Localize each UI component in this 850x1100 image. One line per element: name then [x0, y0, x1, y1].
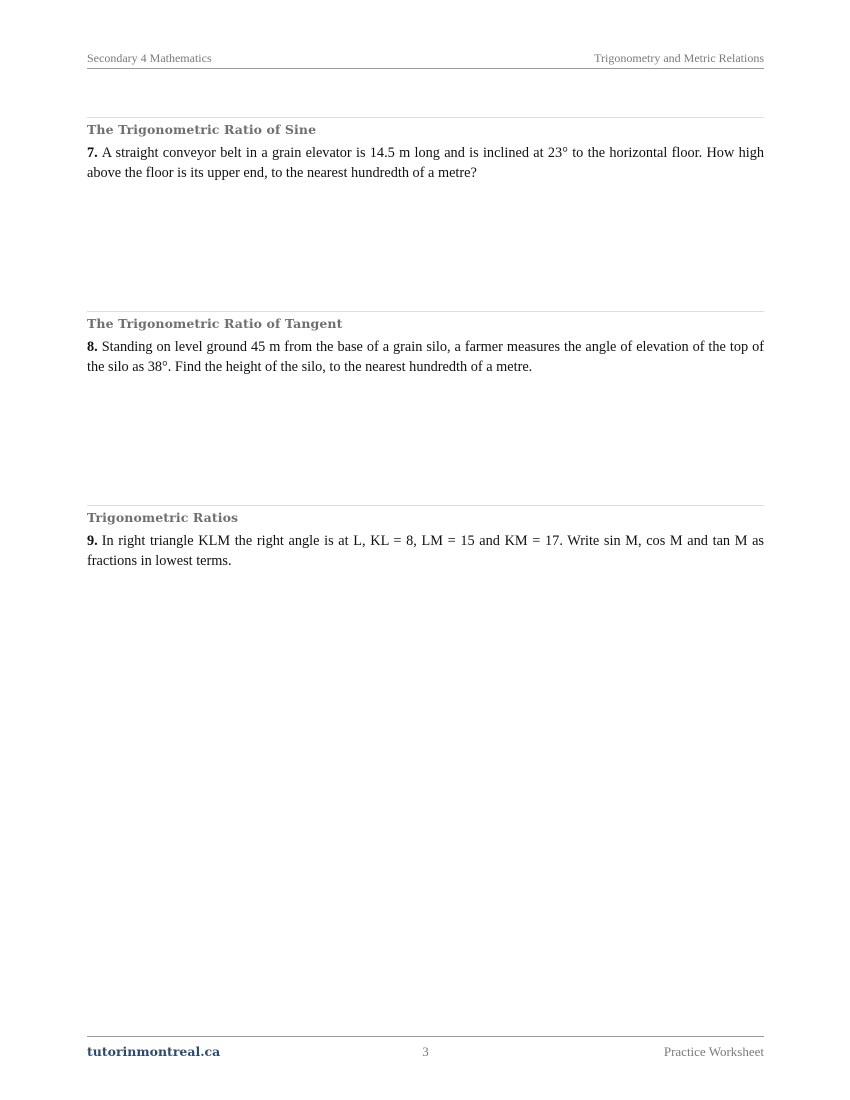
problem-number: 9. [87, 533, 98, 549]
section-title: Trigonometric Ratios [87, 510, 239, 525]
footer-website: tutorinmontreal.ca [87, 1044, 221, 1059]
problem-text: In right triangle KLM the right angle is at L, KL = 8, LM = 15 and KM = 17. Write sin M, cos M and tan M as fractions in lowest terms. [87, 533, 764, 569]
header-course-title: Secondary 4 Mathematics [87, 51, 212, 65]
page-footer [87, 1036, 764, 1059]
footer-document-type: Practice Worksheet [663, 1044, 764, 1059]
footer-page-number: 3 [422, 1044, 429, 1059]
page-header [87, 51, 764, 69]
problem-number: 8. [87, 339, 98, 355]
section-title: The Trigonometric Ratio of Tangent [87, 316, 343, 331]
section-title: The Trigonometric Ratio of Sine [87, 122, 317, 137]
header-topic-title: Trigonometry and Metric Relations [594, 51, 764, 65]
problem-text: A straight conveyor belt in a grain elevator is 14.5 m long and is inclined at 23° to the horizontal floor. How high above the floor is its upper end, to the nearest hundredth of a metre? [87, 145, 764, 181]
problem-text: Standing on level ground 45 m from the base of a grain silo, a farmer measures the angle of elevation of the top of the silo as 38°. Find the height of the silo, to the nearest hundredth of a metre. [87, 339, 764, 375]
problem-7 [87, 144, 764, 183]
section-trig-ratios [87, 505, 764, 571]
problem-8 [87, 338, 764, 377]
section-sine [87, 117, 764, 183]
problem-9 [87, 532, 764, 571]
problem-number: 7. [87, 145, 98, 161]
section-tangent [87, 311, 764, 377]
